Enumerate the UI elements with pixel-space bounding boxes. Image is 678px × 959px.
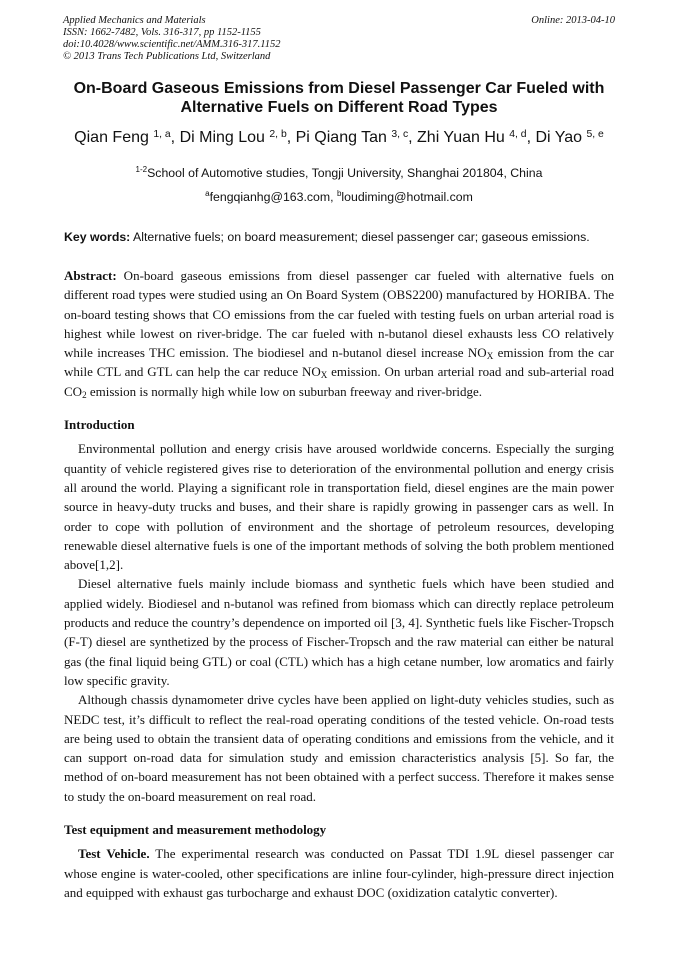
author: , Di Ming Lou [170,129,270,146]
body-flow [64,266,614,902]
author: , Di Yao [526,129,587,146]
abstract-text: emission. On urban arterial road and sub-arterial road [327,364,614,380]
chem-formula: NO [301,364,321,380]
section-heading: Test equipment and measurement methodology [64,822,327,838]
abstract-text: emission is normally high while low on suburban freeway and river-bridge. [86,383,483,399]
methodology-section [64,820,614,902]
keywords [64,229,624,245]
keywords-label: Key words: [64,230,131,244]
abstract [64,266,614,401]
journal-name: Applied Mechanics and Materials [63,15,206,26]
doi: doi:10.4028/www.scientific.net/AMM.316-317.1152 [63,39,281,50]
title-line: On-Board Gaseous Emissions from Diesel Passenger Car Fueled with [73,80,605,97]
author: , Pi Qiang Tan [286,129,392,146]
emails [20,189,658,205]
paragraph: Although chassis dynamometer drive cycles have been applied on light-duty vehicles studies, such as NEDC test, it’s difficult to reflect the real-road operating conditions of the tested vehicle. On-road tests are being used to obtain the transient data of operating conditions and emissions from the vehicle, and it can support on-road data for simulation study and emission characteristics analysis [5]. So far, the method of on-board measurement has not been obtained with a perfect success. Therefore it makes sense to study the on-board measurement on real road. [64,692,614,804]
email-b: loudiming@hotmail.com [341,190,473,204]
affiliation-text: School of Automotive studies, Tongji University, Shanghai 201804, China [147,166,543,180]
section-heading: Introduction [64,417,135,433]
author-affil: 5, e [586,129,604,140]
paragraph: Diesel alternative fuels mainly include biomass and synthetic fuels which have been studied and applied widely. Biodiesel and n-butanol was refined from biomass which can directly replace petroleum products and reduce the country’s dependence on imported oil [3, 4]. Synthetic fuels like Fischer-Tropsch (F-T) diesel are synthetized by the process of Fischer-Tropsch and the raw material can either be natural gas (the final liquid being GTL) or coal (CTL) which has a high cetane number, low aromatics and fairly low specific gravity. [64,576,614,688]
author: , Zhi Yuan Hu [408,129,510,146]
abstract-label: Abstract: [64,268,117,283]
chem-formula: CO [64,383,83,399]
paragraph [64,844,614,902]
affiliation-sup: 1-2 [135,165,148,174]
chem-sub: X [486,351,494,362]
author-list [20,128,658,148]
email-sup: a [205,189,210,198]
author-affil: 4, d [509,129,527,140]
affiliation [20,165,658,181]
paragraph-label: Test Vehicle. [78,846,150,862]
chem-sub: X [320,370,328,381]
author-affil: 3, c [391,129,409,140]
author-affil: 2, b [269,129,287,140]
journal-header [63,15,280,63]
paper-title [40,79,638,117]
introduction-section [64,415,614,806]
email-sup: b [336,189,342,198]
chem-sub: 2 [82,389,87,400]
email-a: fengqianhg@163.com, [209,190,337,204]
chem-formula: NO [467,345,487,361]
online-date: Online: 2013-04-10 [531,15,615,26]
author-affil: 1, a [153,129,171,140]
issn: ISSN: 1662-7482, Vols. 316-317, pp 1152-1155 [63,27,261,38]
author: Qian Feng [74,129,154,146]
abstract-text: emission from the car while CTL and GTL can help the car reduce [64,345,615,380]
copyright: © 2013 Trans Tech Publications Ltd, Switzerland [63,51,271,62]
keywords-text: Alternative fuels; on board measurement; diesel passenger car; gaseous emissions. [130,230,590,244]
paragraph: Environmental pollution and energy crisis have aroused worldwide concerns. Especially the surging quantity of vehicle registered gives rise to deterioration of the environmental pollution and energy crisis all around the world. Playing a significant role in transportation field, diesel engines are the main power source in heavy-duty trucks and buses, and their share is rapidly growing in passenger cars as well. In order to cope with pollution of environment and the shortage of petroleum resources, developing renewable diesel alternative fuels is one of the important methods of solving the both problem mentioned above[1,2]. [64,441,614,573]
paragraph-text: The experimental research was conducted on Passat TDI 1.9L diesel passenger car whose engine is water-cooled, other specifications are inline four-cylinder, high-pressure direct injection and equipped with exhaust gas turbocharge and exhaust DOC (oxidization catalytic converter). [64,846,614,900]
title-line: Alternative Fuels on Different Road Types [180,99,498,116]
abstract-text: On-board gaseous emissions from diesel passenger car fueled with alternative fuels on different road types were studied using an On Board System (OBS2200) manufactured by HORIBA. The on-board testing shows that CO emissions from the car fueled with testing fuels on urban arterial road is highest while lowest on river-bridge. The car fueled with n-butanol diesel exhausts less CO relatively while increases THC emission. The biodiesel and n-butanol diesel increase [64,268,614,361]
